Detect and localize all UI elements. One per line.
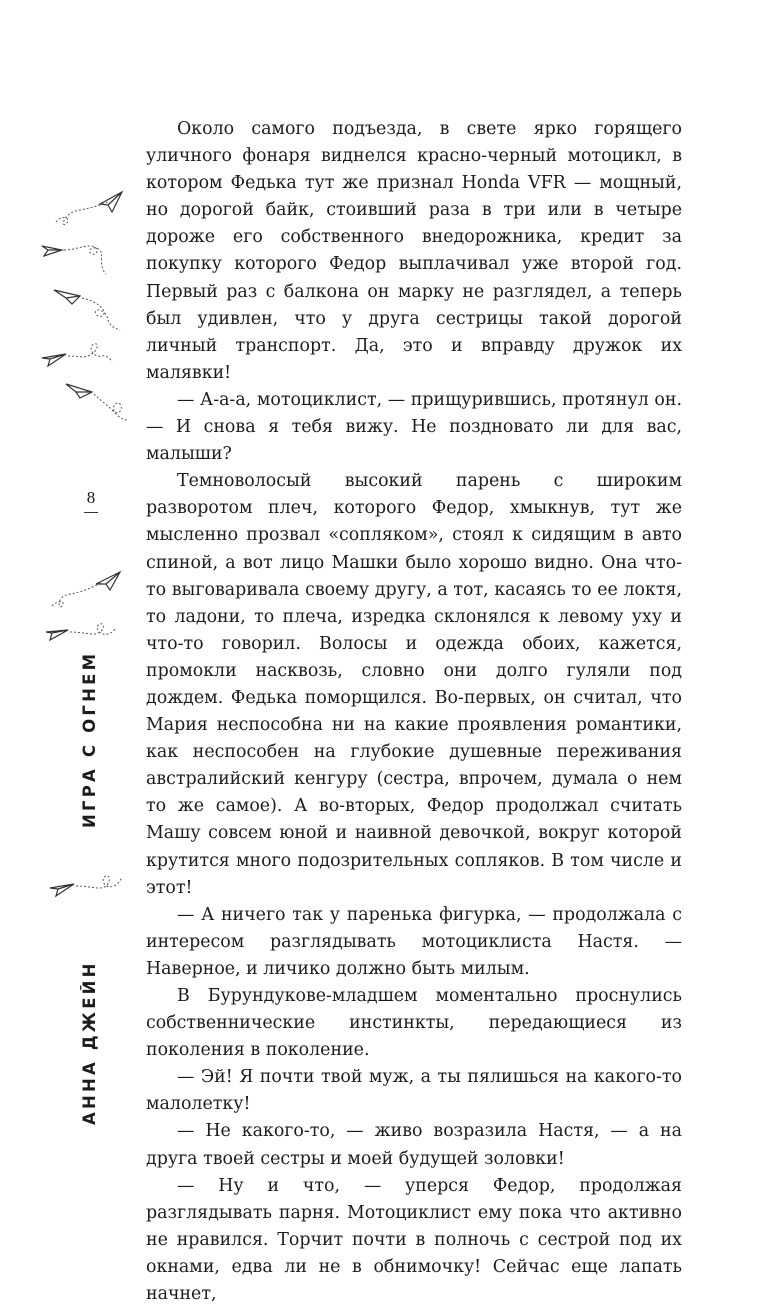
paper-plane-icon bbox=[48, 566, 124, 612]
paper-plane-icon bbox=[48, 868, 124, 902]
body-text bbox=[146, 116, 682, 1308]
paragraph: — Ну и что, — уперся Федор, продолжая разглядывать парня. Мотоциклист ему пока что активно не нравился. Торчит почти в полночь с сестрой под их окнами, едва ли не в обнимочку! Сейчас еще лапать начнет, bbox=[146, 1175, 682, 1305]
page-number-rule bbox=[84, 512, 98, 513]
paper-plane-icon bbox=[40, 340, 114, 380]
paragraph: Темноволосый высокий парень с широким разворотом плеч, которого Федор, хмыкнув, тут же мысленно прозвал «сопляком», стоял к сидящим в авто спиной, а вот лицо Машки было хорошо видно. Она что-то выговаривала своему другу, а тот, касаясь то ее локтя, то ладони, то плеча, изредка склонялся к левому уху и что-то говорил. Волосы и одежда обоих, кажется, промокли насквозь, словно они долго гуляли под дождем. Федька поморщился. Во-первых, он считал, что Мария неспособна ни на какие проявления романтики, как неспособен на глубокие душевные переживания австралийский кенгуру (сестра, впрочем, думала о нем то же самое). А во-вторых, Федор продолжал считать Машу совсем юной и наивной девочкой, вокруг которой крутится много подозрительных сопляков. В том числе и этот! bbox=[146, 471, 682, 898]
paragraph: — Не какого-то, — живо возразила Настя, — а на друга твоей сестры и моей будущей золовки! bbox=[146, 1121, 682, 1169]
paper-plane-icon bbox=[52, 188, 126, 230]
book-title: ИГРА С ОГНЕМ bbox=[80, 650, 99, 828]
paragraph: В Бурундукове-младшем моментально проснулись собственнические инстинкты, передающиеся из поколения в поколение. bbox=[146, 986, 682, 1061]
paragraph: — А-а-а, мотоциклист, — прищурившись, протянул он. — И снова я тебя вижу. Не поздновато ли для вас, малыши? bbox=[146, 389, 682, 465]
paper-plane-icon bbox=[60, 380, 132, 424]
author-name: АННА ДЖЕЙН bbox=[80, 960, 99, 1125]
paragraph: Около самого подъезда, в свете ярко горящего уличного фонаря виднелся красно-черный мотоцикл, в котором Федька тут же признал Honda VFR — мощный, но дорогой байк, стоивший раза в три или в четыре дороже его собственного внедорожника, кредит за покупку которого Федор выплачивал уже второй год. Первый раз с балкона он марку не разглядел, а теперь был удивлен, что у друга сестрицы такой дорогой личный транспорт. Да, это и вправду дружок их малявки! bbox=[146, 119, 682, 383]
paragraph: — Эй! Я почти твой муж, а ты пялишься на какого-то малолетку! bbox=[146, 1067, 682, 1115]
page-number: 8 bbox=[86, 488, 96, 507]
margin-column bbox=[0, 0, 140, 1241]
paragraph: — А ничего так у паренька фигурка, — продолжала с интересом разглядывать мотоциклиста Настя. — Наверное, и личико должно быть милым. bbox=[146, 904, 682, 979]
paper-plane-icon bbox=[44, 618, 118, 648]
paper-plane-icon bbox=[40, 236, 114, 280]
paper-plane-icon bbox=[50, 286, 124, 332]
